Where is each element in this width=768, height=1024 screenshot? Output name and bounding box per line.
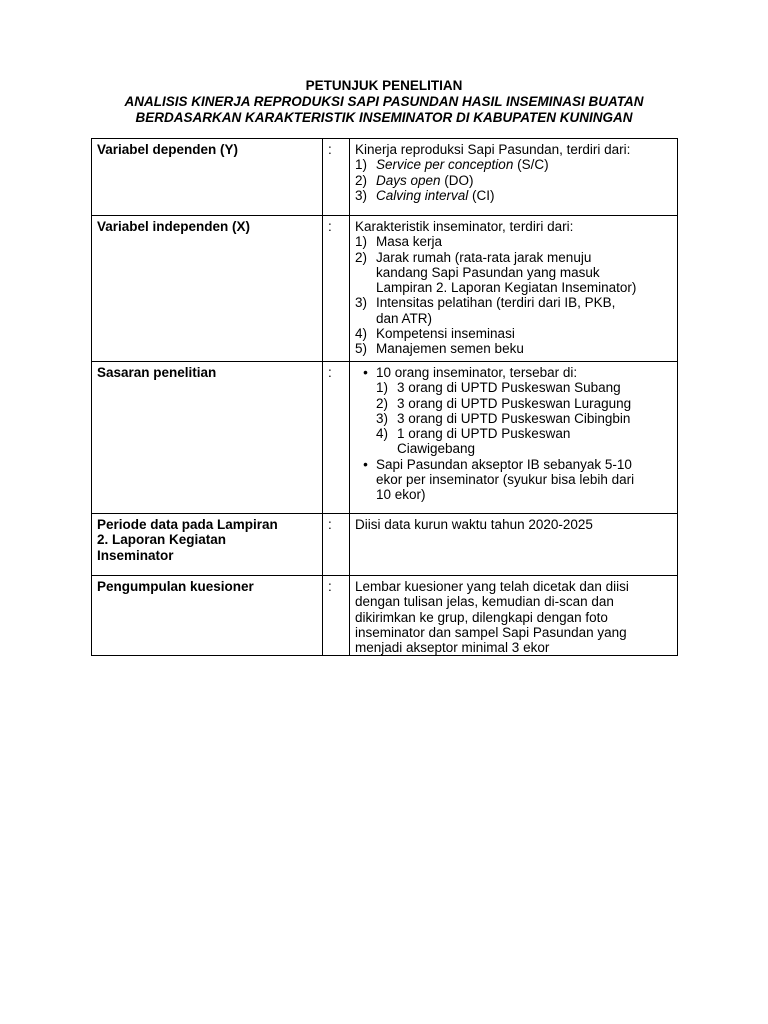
list-item (355, 341, 673, 356)
table-row-research-target (92, 362, 678, 514)
list-term: Service per conception (376, 157, 514, 173)
row-label-line: 2. Laporan Kegiatan (97, 532, 227, 548)
row-label (92, 514, 323, 576)
list-text: 3 orang di UPTD Puskeswan Subang (397, 380, 621, 396)
list-text: Ciawigebang (397, 441, 476, 457)
list-item (355, 157, 673, 172)
bullet-text: 10 orang inseminator, tersebar di: (376, 365, 578, 380)
row-separator: : (323, 362, 350, 514)
list-item (355, 326, 673, 341)
list-term: Days open (376, 172, 441, 188)
list-number: 3) (376, 410, 389, 426)
list-item (376, 426, 673, 457)
row-label: Sasaran penelitian (92, 362, 323, 514)
list-text: 3 orang di UPTD Puskeswan Luragung (397, 395, 632, 411)
list-text: Jarak rumah (rata-rata jarak menuju (376, 249, 592, 265)
list-item (376, 396, 673, 411)
list-number: 5) (355, 341, 368, 357)
bullet-text: ekor per inseminator (syukur bisa lebih dari (376, 472, 635, 488)
content-text: dengan tulisan jelas, kemudian di-scan dan (355, 594, 614, 610)
row-label: Variabel independen (X) (92, 216, 323, 362)
list-number: 4) (355, 326, 368, 342)
row-separator: : (323, 216, 350, 362)
list-text: Kompetensi inseminasi (376, 326, 515, 342)
row-content (350, 514, 678, 576)
content-text: menjadi akseptor minimal 3 ekor (355, 640, 550, 656)
list-item (376, 411, 673, 426)
list-item (376, 380, 673, 395)
list-number: 1) (376, 380, 389, 396)
row-label: Variabel dependen (Y) (92, 139, 323, 216)
list-number: 4) (376, 426, 389, 442)
bullet-icon: • (363, 456, 368, 472)
list-number: 2) (355, 172, 368, 188)
list-number: 3) (355, 295, 368, 311)
row-separator: : (323, 576, 350, 656)
bullet-icon: • (363, 365, 368, 380)
list-abbrev: (DO) (440, 172, 474, 188)
list-item (355, 234, 673, 249)
list-item (355, 173, 673, 188)
research-guide-table (91, 138, 678, 656)
list-number: 1) (355, 157, 368, 173)
list-item (355, 188, 673, 203)
content-text: Diisi data kurun waktu tahun 2020-2025 (355, 517, 593, 532)
row-content (350, 362, 678, 514)
list-text: dan ATR) (376, 310, 433, 326)
list-text: Lampiran 2. Laporan Kegiatan Inseminator) (376, 280, 637, 296)
list-item (355, 295, 673, 326)
content-intro: Karakteristik inseminator, terdiri dari: (355, 219, 574, 234)
row-separator: : (323, 139, 350, 216)
document-header (0, 78, 768, 126)
table-row-data-period (92, 514, 678, 576)
row-separator: : (323, 514, 350, 576)
document-subtitle-line-1: ANALISIS KINERJA REPRODUKSI SAPI PASUNDAN HASIL INSEMINASI BUATAN (124, 94, 644, 109)
table-row-questionnaire-collection (92, 576, 678, 656)
row-label: Pengumpulan kuesioner (92, 576, 323, 656)
list-text: kandang Sapi Pasundan yang masuk (376, 264, 600, 280)
list-text: Masa kerja (376, 234, 443, 250)
bullet-item (355, 457, 673, 503)
list-number: 2) (376, 395, 389, 411)
list-number: 3) (355, 187, 368, 203)
content-text: inseminator dan sampel Sapi Pasundan yang (355, 624, 627, 640)
row-label-line: Inseminator (97, 547, 174, 563)
list-abbrev: (S/C) (513, 157, 549, 173)
content-text: dikirimkan ke grup, dilengkapi dengan foto (355, 609, 608, 625)
row-label-line: Periode data pada Lampiran (97, 517, 278, 532)
list-text: 1 orang di UPTD Puskeswan (397, 426, 571, 442)
row-content (350, 576, 678, 656)
list-term: Calving interval (376, 187, 469, 203)
content-intro: Kinerja reproduksi Sapi Pasundan, terdiri dari: (355, 142, 631, 157)
content-text: Lembar kuesioner yang telah dicetak dan diisi (355, 579, 629, 594)
list-abbrev: (CI) (468, 187, 495, 203)
list-text: Intensitas pelatihan (terdiri dari IB, PKB, (376, 295, 616, 311)
list-text: Manajemen semen beku (376, 341, 524, 357)
list-number: 2) (355, 249, 368, 265)
table-row-independent-variable (92, 216, 678, 362)
table-row-dependent-variable (92, 139, 678, 216)
document-title: PETUNJUK PENELITIAN (305, 78, 463, 93)
bullet-text: 10 ekor) (376, 487, 426, 503)
bullet-item (355, 365, 673, 380)
bullet-text: Sapi Pasundan akseptor IB sebanyak 5-10 (376, 456, 632, 472)
list-item (355, 250, 673, 296)
row-content (350, 216, 678, 362)
row-content (350, 139, 678, 216)
list-number: 1) (355, 234, 368, 250)
list-text: 3 orang di UPTD Puskeswan Cibingbin (397, 410, 631, 426)
document-subtitle-line-2: BERDASARKAN KARAKTERISTIK INSEMINATOR DI KABUPATEN KUNINGAN (135, 110, 633, 125)
